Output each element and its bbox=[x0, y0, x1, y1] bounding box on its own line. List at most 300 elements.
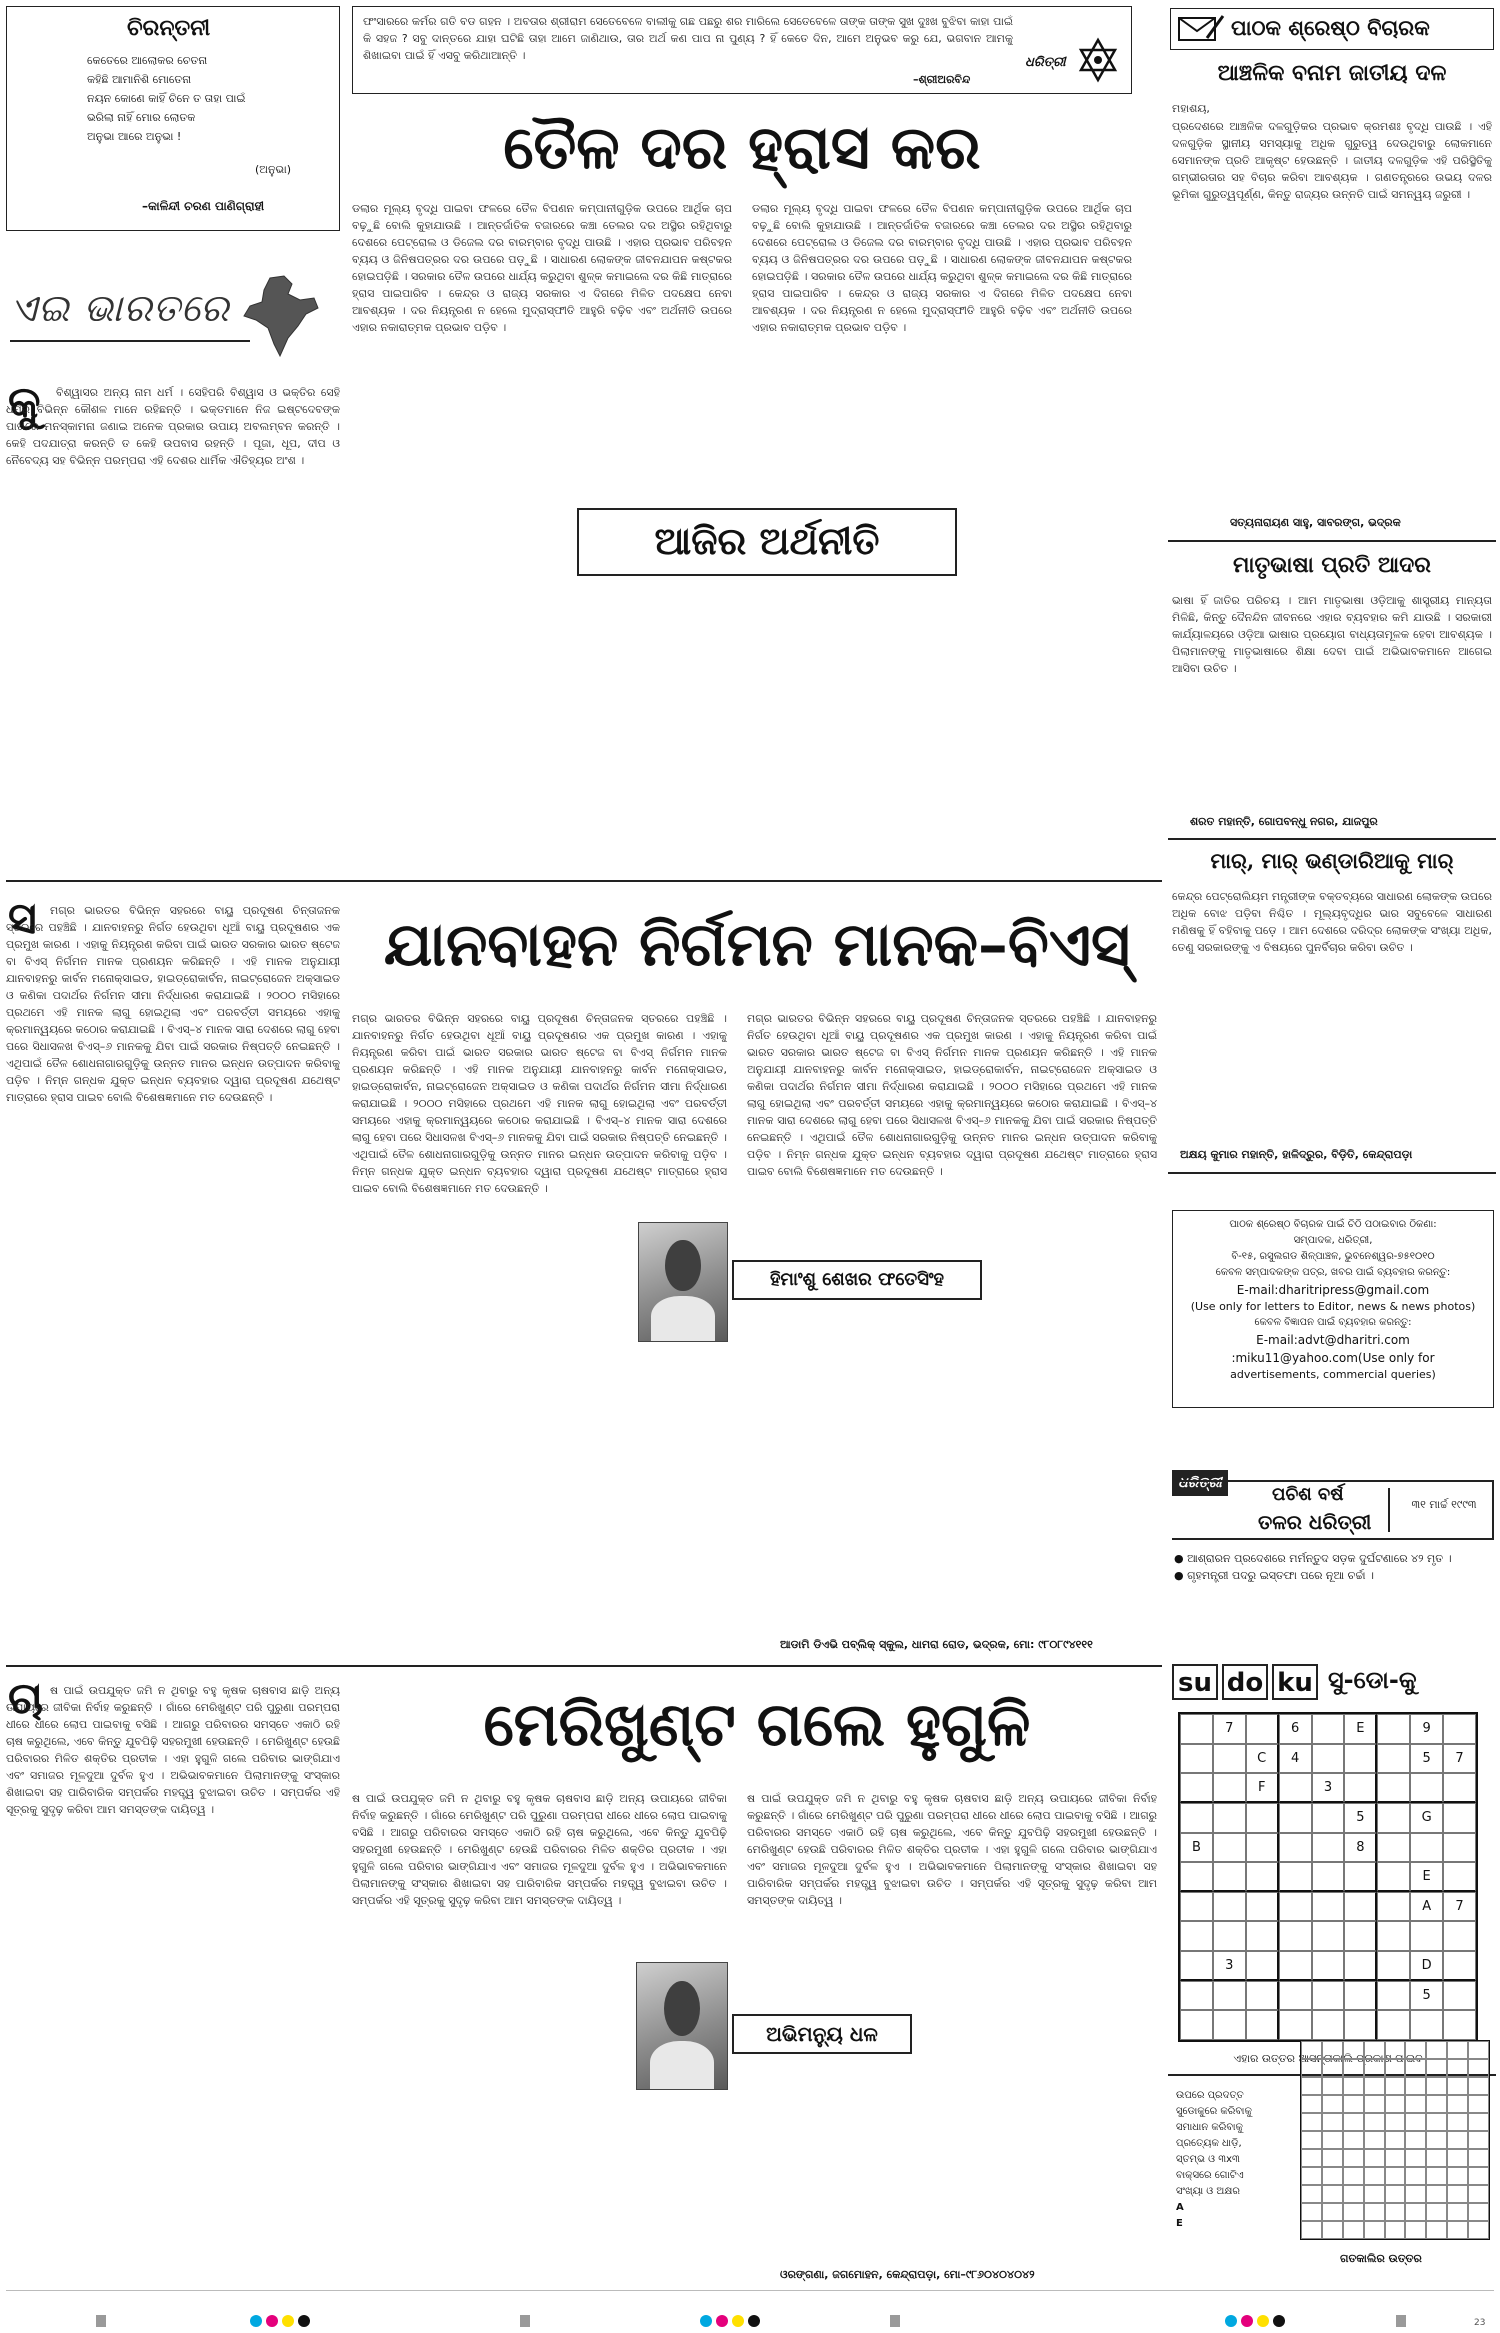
sudoku-answer-cell bbox=[1468, 2167, 1489, 2185]
print-mark-gray bbox=[96, 2315, 106, 2327]
color-registration-dot bbox=[282, 2315, 294, 2327]
sudoku-answer-cell bbox=[1385, 2221, 1406, 2239]
sudoku-answer-cell bbox=[1322, 2113, 1343, 2131]
sudoku-rule: ଉପରେ ପ୍ରଦତ୍ତ bbox=[1176, 2090, 1244, 2101]
quote-author: –ଶ୍ରୀଅରବିନ୍ଦ bbox=[913, 73, 971, 86]
sudoku-answer-cell bbox=[1343, 2041, 1364, 2059]
sudoku-answer-cell bbox=[1468, 2041, 1489, 2059]
sudoku-answer-cell bbox=[1385, 2149, 1406, 2167]
sudoku-cell[interactable] bbox=[1377, 1921, 1410, 1951]
letter3-body: କେନ୍ଦ୍ର ପେଟ୍ରୋଲିୟମ ମନ୍ତ୍ରୀଙ୍କ ବକ୍ତବ୍ୟରେ ସାଧାରଣ ଲୋକଙ୍କ ଉପରେ ଅଧିକ ବୋଝ ପଡ଼ିବା ନିଶ୍ଚିତ । ମୂଲ୍ୟବୃଦ୍ଧିର ଭାର ସବୁବେଳେ ସାଧାରଣ ମଣିଷକୁ ହିଁ ବହିବାକୁ ପଡ଼େ । ଆମ ଦେଶରେ ଦରିଦ୍ର ଲୋକଙ୍କ ସଂଖ୍ୟା ଅଧିକ, ତେଣୁ ସରକାରଙ୍କୁ ଏ ବିଷୟରେ ପୁନର୍ବିଚାର କରିବା ଉଚିତ । bbox=[1172, 890, 1492, 954]
sudoku-answer-cell bbox=[1364, 2113, 1385, 2131]
sudoku-answer-cell bbox=[1447, 2221, 1468, 2239]
sudoku-answer-cell bbox=[1468, 2185, 1489, 2203]
color-registration-dot bbox=[250, 2315, 262, 2327]
print-mark-gray bbox=[1396, 2315, 1406, 2327]
sudoku-cell[interactable]: 5 bbox=[1344, 1803, 1377, 1833]
sudoku-answer-cell bbox=[1385, 2167, 1406, 2185]
sudoku-cell[interactable] bbox=[1344, 1951, 1377, 1981]
divider bbox=[6, 2290, 1494, 2291]
print-mark-gray bbox=[520, 2315, 530, 2327]
sudoku-answer-cell bbox=[1322, 2203, 1343, 2221]
archive-item: ● ଆଶ୍ରାରନ ପ୍ରଦେଶରେ ମର୍ମନ୍ତୁଦ ସଡ଼କ ଦୁର୍ଘଟଣାରେ ୪୨ ମୃତ । bbox=[1174, 1552, 1452, 1565]
sudoku-answer-cell bbox=[1301, 2095, 1322, 2113]
letter1-greeting: ମହାଶୟ, bbox=[1172, 102, 1210, 115]
article2-col2: ଷ ପାଇଁ ଉପଯୁକ୍ତ ଜମି ନ ଥିବାରୁ ବହୁ କୃଷକ ଚାଷବାସ ଛାଡ଼ି ଅନ୍ୟ ଉପାୟରେ ଜୀବିକା ନିର୍ବାହ କରୁଛନ୍ତି । ଗାଁରେ ମେରିଖୁଣ୍ଟ ପରି ପୁରୁଣା ପରମ୍ପରା ଧୀରେ ଧୀରେ ଲୋପ ପାଇବାକୁ ବସିଛି । ଆଗରୁ ପରିବାରର ସମସ୍ତେ ଏକାଠି ରହି ଚାଷ କରୁଥିଲେ, ଏବେ କିନ୍ତୁ ଯୁବପିଢ଼ି ସହରମୁଖୀ ହେଉଛନ୍ତି । ମେରିଖୁଣ୍ଟ ହେଉଛି ପରିବାରର ମିଳିତ ଶକ୍ତିର ପ୍ରତୀକ । ଏହା ହୁଗୁଳି ଗଲେ ପରିବାର ଭାଙ୍ଗିଯାଏ ଏବଂ ସମାଜର ମୂଳଦୁଆ ଦୁର୍ବଳ ହୁଏ । ଅଭିଭାବକମାନେ ପିଲାମାନଙ୍କୁ ସଂସ୍କାର ଶିଖାଇବା ସହ ପାରିବାରିକ ସମ୍ପର୍କର ମହତ୍ତ୍ୱ ବୁଝାଇବା ଉଚିତ । ସମ୍ପର୍କର ଏହି ସୂତ୍ରକୁ ସୁଦୃଢ଼ କରିବା ଆମ ସମସ୍ତଙ୍କ ଦାୟିତ୍ୱ । bbox=[352, 1792, 727, 1907]
sudoku-answer-cell bbox=[1405, 2059, 1426, 2077]
sudoku-cell[interactable] bbox=[1312, 1951, 1345, 1981]
archive-box bbox=[1172, 1470, 1494, 1630]
divider bbox=[1168, 540, 1496, 542]
sudoku-cell[interactable]: 6 bbox=[1279, 1714, 1312, 1744]
sudoku-answer-cell bbox=[1364, 2167, 1385, 2185]
sudoku-answer-cell bbox=[1426, 2221, 1447, 2239]
sudoku-cell[interactable]: D bbox=[1410, 1951, 1443, 1981]
sudoku-cell[interactable] bbox=[1180, 1714, 1213, 1744]
sudoku-cell[interactable] bbox=[1344, 1744, 1377, 1774]
sudoku-cell[interactable] bbox=[1180, 1921, 1213, 1951]
color-registration-dot bbox=[1225, 2315, 1237, 2327]
divider bbox=[6, 1665, 1162, 1667]
article2-col1: ଷ ପାଇଁ ଉପଯୁକ୍ତ ଜମି ନ ଥିବାରୁ ବହୁ କୃଷକ ଚାଷବାସ ଛାଡ଼ି ଅନ୍ୟ ଉପାୟରେ ଜୀବିକା ନିର୍ବାହ କରୁଛନ୍ତି । ଗାଁରେ ମେରିଖୁଣ୍ଟ ପରି ପୁରୁଣା ପରମ୍ପରା ଧୀରେ ଧୀରେ ଲୋପ ପାଇବାକୁ ବସିଛି । ଆଗରୁ ପରିବାରର ସମସ୍ତେ ଏକାଠି ରହି ଚାଷ କରୁଥିଲେ, ଏବେ କିନ୍ତୁ ଯୁବପିଢ଼ି ସହରମୁଖୀ ହେଉଛନ୍ତି । ମେରିଖୁଣ୍ଟ ହେଉଛି ପରିବାରର ମିଳିତ ଶକ୍ତିର ପ୍ରତୀକ । ଏହା ହୁଗୁଳି ଗଲେ ପରିବାର ଭାଙ୍ଗିଯାଏ ଏବଂ ସମାଜର ମୂଳଦୁଆ ଦୁର୍ବଳ ହୁଏ । ଅଭିଭାବକମାନେ ପିଲାମାନଙ୍କୁ ସଂସ୍କାର ଶିଖାଇବା ସହ ପାରିବାରିକ ସମ୍ପର୍କର ମହତ୍ତ୍ୱ ବୁଝାଇବା ଉଚିତ । ସମ୍ପର୍କର ଏହି ସୂତ୍ରକୁ ସୁଦୃଢ଼ କରିବା ଆମ ସମସ୍ତଙ୍କ ଦାୟିତ୍ୱ । bbox=[6, 1684, 340, 1816]
color-registration-dot bbox=[266, 2315, 278, 2327]
sudoku-cell[interactable] bbox=[1180, 1744, 1213, 1774]
sudoku-answer-cell bbox=[1405, 2221, 1426, 2239]
sudoku-answer-cell bbox=[1364, 2095, 1385, 2113]
sudoku-answer-cell bbox=[1405, 2167, 1426, 2185]
sudoku-answer-cell bbox=[1364, 2041, 1385, 2059]
sudoku-answer-cell bbox=[1301, 2041, 1322, 2059]
sudoku-answer-cell bbox=[1426, 2059, 1447, 2077]
sudoku-answer-cell bbox=[1447, 2077, 1468, 2095]
archive-items bbox=[1174, 1550, 1492, 1584]
sudoku-cell[interactable] bbox=[1410, 2010, 1443, 2040]
sudoku-label-or: ସୁ-ଡୋ-କୁ bbox=[1328, 1666, 1417, 1694]
sudoku-answer-cell bbox=[1468, 2131, 1489, 2149]
sudoku-cell[interactable] bbox=[1344, 2010, 1377, 2040]
sudoku-answer-cell bbox=[1447, 2185, 1468, 2203]
sudoku-answer-cell bbox=[1301, 2185, 1322, 2203]
sudoku-cell[interactable] bbox=[1279, 1862, 1312, 1892]
sudoku-cell[interactable] bbox=[1180, 1981, 1213, 2011]
poem-line: ଅନୁଭା ଆରେ ଅନୁଭା ! bbox=[87, 130, 182, 143]
sudoku-grid[interactable] bbox=[1178, 1712, 1478, 2042]
sudoku-answer-cell bbox=[1447, 2113, 1468, 2131]
poem-note: (ଅନୁଭା) bbox=[255, 163, 292, 176]
sudoku-cell[interactable] bbox=[1344, 1773, 1377, 1803]
letter3-author: ଅକ୍ଷୟ କୁମାର ମହାନ୍ତି, ହାଳିଦ୍ରୁର, ବିଡ଼ିତି, କେନ୍ଦ୍ରାପଡ଼ା bbox=[1180, 1148, 1413, 1161]
sudoku-answer-cell bbox=[1405, 2131, 1426, 2149]
sudoku-answer-cell bbox=[1405, 2203, 1426, 2221]
sudoku-answer-cell bbox=[1385, 2095, 1406, 2113]
sudoku-answer-cell bbox=[1343, 2221, 1364, 2239]
sudoku-answer-cell bbox=[1301, 2221, 1322, 2239]
letter1-title: ଆଞ୍ଚଳିକ ବନାମ ଜାତୀୟ ଦଳ bbox=[1217, 60, 1447, 86]
sudoku-rule: ସ୍ତମ୍ଭ ଓ ୩x୩ bbox=[1176, 2154, 1240, 2165]
letter2-title: ମାତୃଭାଷା ପ୍ରତି ଆଦର bbox=[1233, 552, 1431, 578]
sudoku-answer-cell bbox=[1322, 2221, 1343, 2239]
article1-col2: ମଗ୍ର ଭାରତର ବିଭିନ୍ନ ସହରରେ ବାୟୁ ପ୍ରଦୂଷଣ ଚିନ୍ତାଜନକ ସ୍ତରରେ ପହଞ୍ଚିଛି । ଯାନବାହନରୁ ନିର୍ଗତ ହେଉଥିବା ଧୂଆଁ ବାୟୁ ପ୍ରଦୂଷଣର ଏକ ପ୍ରମୁଖ କାରଣ । ଏହାକୁ ନିୟନ୍ତ୍ରଣ କରିବା ପାଇଁ ଭାରତ ସରକାର ଭାରତ ଷ୍ଟେଜ ବା ବିଏସ୍ ନିର୍ଗମନ ମାନକ ପ୍ରଣୟନ କରିଛନ୍ତି । ଏହି ମାନକ ଅନୁଯାୟୀ ଯାନବାହନରୁ କାର୍ବନ ମନୋକ୍ସାଇଡ, ହାଇଡ୍ରୋକାର୍ବନ, ନାଇଟ୍ରୋଜେନ ଅକ୍ସାଇଡ ଓ କଣିକା ପଦାର୍ଥର ନିର୍ଗମନ ସୀମା ନିର୍ଦ୍ଧାରଣ କରାଯାଇଛି । ୨୦୦୦ ମସିହାରେ ପ୍ରଥମେ ଏହି ମାନକ ଲାଗୁ ହୋଇଥିଲା ଏବଂ ପରବର୍ତ୍ତୀ ସମୟରେ ଏହାକୁ କ୍ରମାନ୍ୱୟରେ କଠୋର କରାଯାଇଛି । ବିଏସ୍–୪ ମାନକ ସାରା ଦେଶରେ ଲାଗୁ ହେବା ପରେ ସିଧାସଳଖ ବିଏସ୍–୬ ମାନକକୁ ଯିବା ପାଇଁ ସରକାର ନିଷ୍ପତ୍ତି ନେଇଛନ୍ତି । ଏଥିପାଇଁ ତୈଳ ଶୋଧନାଗାରଗୁଡ଼ିକୁ ଉନ୍ନତ ମାନର ଇନ୍ଧନ ଉତ୍ପାଦନ କରିବାକୁ ପଡ଼ିବ । ନିମ୍ନ ଗନ୍ଧକ ଯୁକ୍ତ ଇନ୍ଧନ ବ୍ୟବହାର ଦ୍ୱାରା ପ୍ରଦୂଷଣ ଯଥେଷ୍ଟ ମାତ୍ରାରେ ହ୍ରାସ ପାଇବ ବୋଲି ବିଶେଷଜ୍ଞମାନେ ମତ ଦେଉଛନ୍ତି । bbox=[352, 1012, 727, 1195]
color-registration-dot bbox=[1273, 2315, 1285, 2327]
sudoku-answer-cell bbox=[1426, 2149, 1447, 2167]
sudoku-answer-cell bbox=[1301, 2059, 1322, 2077]
sudoku-answer-cell bbox=[1322, 2041, 1343, 2059]
sudoku-cell[interactable]: 3 bbox=[1312, 1773, 1345, 1803]
editor-email-link[interactable]: E-mail:dharitripress@gmail.com bbox=[1236, 1283, 1430, 1297]
sudoku-answer-cell bbox=[1405, 2113, 1426, 2131]
sudoku-cell[interactable] bbox=[1377, 1951, 1410, 1981]
sudoku-answer-cell bbox=[1343, 2131, 1364, 2149]
sudoku-answer-cell bbox=[1405, 2095, 1426, 2113]
masthead-section bbox=[6, 270, 340, 370]
article2-author-caption: ଅଭିମନ୍ୟୁ ଧଳ bbox=[766, 2022, 878, 2046]
sudoku-answer-cell bbox=[1468, 2149, 1489, 2167]
masthead-body: ବିଶ୍ୱାସର ଅନ୍ୟ ନାମ ଧର୍ମ । ସେହିପରି ବିଶ୍ୱାସ ଓ ଭକ୍ତିର ସେହି ଧର୍ମର ବିଭିନ୍ନ କୌଶଳ ମାନେ ରହିଛନ୍ତି । ଭକ୍ତମାନେ ନିଜ ଇଷ୍ଟଦେବଙ୍କ ପାଖରେ ମନସ୍କାମନା ଜଣାଇ ଅନେକ ପ୍ରକାର ଉପାୟ ଅବଲମ୍ବନ କରନ୍ତି । କେହି ପଦଯାତ୍ରା କରନ୍ତି ତ କେହି ଉପବାସ ରହନ୍ତି । ପୂଜା, ଧୂପ, ଦୀପ ଓ ନୈବେଦ୍ୟ ସହ ବିଭିନ୍ନ ପରମ୍ପରା ଏହି ଦେଶର ଧାର୍ମିକ ଐତିହ୍ୟର ଅଂଶ । bbox=[6, 386, 340, 467]
sudoku-cell[interactable] bbox=[1246, 1862, 1279, 1892]
sudoku-answer-cell bbox=[1447, 2167, 1468, 2185]
sudoku-answer-cell bbox=[1364, 2221, 1385, 2239]
article1-drop-cap: ସ bbox=[8, 893, 37, 944]
sudoku-answer-cell bbox=[1322, 2131, 1343, 2149]
sudoku-answer-cell bbox=[1301, 2167, 1322, 2185]
sudoku-cell[interactable] bbox=[1377, 1892, 1410, 1922]
sudoku-answer-cell bbox=[1385, 2041, 1406, 2059]
sudoku-cell[interactable] bbox=[1213, 1803, 1246, 1833]
envelope-pen-icon bbox=[1177, 14, 1225, 44]
archive-brand: ଧରିତ୍ରୀ bbox=[1172, 1470, 1228, 1496]
sudoku-cell[interactable] bbox=[1443, 1981, 1476, 2011]
sudoku-letter: A bbox=[1176, 2202, 1184, 2213]
sudoku-cell[interactable]: 4 bbox=[1279, 1744, 1312, 1774]
sudoku-rules bbox=[1176, 2088, 1274, 2232]
poem-box bbox=[6, 6, 340, 231]
sudoku-cell[interactable] bbox=[1312, 1892, 1345, 1922]
archive-date: ୩୧ ମାର୍ଚ୍ଚ ୧୯୯୩ bbox=[1411, 1498, 1477, 1511]
pull-quote-box bbox=[577, 508, 957, 576]
editorial-headline: ତୈଳ ଦର ହ୍ରାସ କର bbox=[503, 113, 981, 183]
poem-author: –କାଳିନ୍ଦୀ ଚରଣ ପାଣିଗ୍ରାହୀ bbox=[142, 199, 265, 213]
sudoku-cell[interactable] bbox=[1180, 2010, 1213, 2040]
india-map-icon bbox=[240, 274, 320, 360]
sudoku-answer-cell bbox=[1322, 2149, 1343, 2167]
masthead-drop-cap: କୁ bbox=[8, 377, 41, 428]
sudoku-cell[interactable]: F bbox=[1246, 1773, 1279, 1803]
sudoku-cell[interactable] bbox=[1312, 1862, 1345, 1892]
poem-line: କହିଛି ଆମାନିଶି ମୋତେନା bbox=[87, 73, 192, 86]
sudoku-answer-cell bbox=[1385, 2059, 1406, 2077]
sudoku-answer-cell bbox=[1385, 2203, 1406, 2221]
sudoku-answer-cell bbox=[1426, 2203, 1447, 2221]
sudoku-cell[interactable]: A bbox=[1410, 1892, 1443, 1922]
sudoku-answer-cell bbox=[1426, 2041, 1447, 2059]
sudoku-answer-note: ଏହାର ଉତ୍ତର ଆସନ୍ତାକାଲି ପ୍ରକାଶ ପାଇବ bbox=[1233, 2052, 1423, 2065]
sudoku-cell[interactable] bbox=[1377, 1862, 1410, 1892]
sudoku-answer-cell bbox=[1343, 2077, 1364, 2095]
article2-author-caption-box bbox=[732, 2014, 912, 2054]
color-registration-dot bbox=[716, 2315, 728, 2327]
sudoku-cell[interactable] bbox=[1246, 1892, 1279, 1922]
sudoku-cell[interactable] bbox=[1443, 1803, 1476, 1833]
sudoku-answer-cell bbox=[1364, 2203, 1385, 2221]
sudoku-cell[interactable] bbox=[1180, 1773, 1213, 1803]
sudoku-cell[interactable]: 5 bbox=[1410, 1981, 1443, 2011]
sudoku-cell[interactable] bbox=[1443, 1862, 1476, 1892]
poem-lines bbox=[87, 51, 327, 146]
sudoku-answer-cell bbox=[1322, 2077, 1343, 2095]
ads-email-note: advertisements, commercial queries) bbox=[1230, 1368, 1436, 1381]
article2-col3: ଷ ପାଇଁ ଉପଯୁକ୍ତ ଜମି ନ ଥିବାରୁ ବହୁ କୃଷକ ଚାଷବାସ ଛାଡ଼ି ଅନ୍ୟ ଉପାୟରେ ଜୀବିକା ନିର୍ବାହ କରୁଛନ୍ତି । ଗାଁରେ ମେରିଖୁଣ୍ଟ ପରି ପୁରୁଣା ପରମ୍ପରା ଧୀରେ ଧୀରେ ଲୋପ ପାଇବାକୁ ବସିଛି । ଆଗରୁ ପରିବାରର ସମସ୍ତେ ଏକାଠି ରହି ଚାଷ କରୁଥିଲେ, ଏବେ କିନ୍ତୁ ଯୁବପିଢ଼ି ସହରମୁଖୀ ହେଉଛନ୍ତି । ମେରିଖୁଣ୍ଟ ହେଉଛି ପରିବାରର ମିଳିତ ଶକ୍ତିର ପ୍ରତୀକ । ଏହା ହୁଗୁଳି ଗଲେ ପରିବାର ଭାଙ୍ଗିଯାଏ ଏବଂ ସମାଜର ମୂଳଦୁଆ ଦୁର୍ବଳ ହୁଏ । ଅଭିଭାବକମାନେ ପିଲାମାନଙ୍କୁ ସଂସ୍କାର ଶିଖାଇବା ସହ ପାରିବାରିକ ସମ୍ପର୍କର ମହତ୍ତ୍ୱ ବୁଝାଇବା ଉଚିତ । ସମ୍ପର୍କର ଏହି ସୂତ୍ରକୁ ସୁଦୃଢ଼ କରିବା ଆମ ସମସ୍ତଙ୍କ ଦାୟିତ୍ୱ । bbox=[747, 1792, 1157, 1907]
sudoku-answer-cell bbox=[1343, 2095, 1364, 2113]
sudoku-cell[interactable]: 7 bbox=[1443, 1892, 1476, 1922]
sudoku-answer-cell bbox=[1301, 2149, 1322, 2167]
sudoku-header bbox=[1172, 1660, 1494, 1706]
sudoku-answer-cell bbox=[1385, 2131, 1406, 2149]
sudoku-cell[interactable] bbox=[1213, 1833, 1246, 1863]
sudoku-answer-cell bbox=[1322, 2185, 1343, 2203]
editor-email-note: (Use only for letters to Editor, news & news photos) bbox=[1190, 1300, 1476, 1313]
sudoku-cell[interactable]: B bbox=[1180, 1833, 1213, 1863]
article1-author-caption-box bbox=[732, 1260, 982, 1300]
article1-col1: ମଗ୍ର ଭାରତର ବିଭିନ୍ନ ସହରରେ ବାୟୁ ପ୍ରଦୂଷଣ ଚିନ୍ତାଜନକ ସ୍ତରରେ ପହଞ୍ଚିଛି । ଯାନବାହନରୁ ନିର୍ଗତ ହେଉଥିବା ଧୂଆଁ ବାୟୁ ପ୍ରଦୂଷଣର ଏକ ପ୍ରମୁଖ କାରଣ । ଏହାକୁ ନିୟନ୍ତ୍ରଣ କରିବା ପାଇଁ ଭାରତ ସରକାର ଭାରତ ଷ୍ଟେଜ ବା ବିଏସ୍ ନିର୍ଗମନ ମାନକ ପ୍ରଣୟନ କରିଛନ୍ତି । ଏହି ମାନକ ଅନୁଯାୟୀ ଯାନବାହନରୁ କାର୍ବନ ମନୋକ୍ସାଇଡ, ହାଇଡ୍ରୋକାର୍ବନ, ନାଇଟ୍ରୋଜେନ ଅକ୍ସାଇଡ ଓ କଣିକା ପଦାର୍ଥର ନିର୍ଗମନ ସୀମା ନିର୍ଦ୍ଧାରଣ କରାଯାଇଛି । ୨୦୦୦ ମସିହାରେ ପ୍ରଥମେ ଏହି ମାନକ ଲାଗୁ ହୋଇଥିଲା ଏବଂ ପରବର୍ତ୍ତୀ ସମୟରେ ଏହାକୁ କ୍ରମାନ୍ୱୟରେ କଠୋର କରାଯାଇଛି । ବିଏସ୍–୪ ମାନକ ସାରା ଦେଶରେ ଲାଗୁ ହେବା ପରେ ସିଧାସଳଖ ବିଏସ୍–୬ ମାନକକୁ ଯିବା ପାଇଁ ସରକାର ନିଷ୍ପତ୍ତି ନେଇଛନ୍ତି । ଏଥିପାଇଁ ତୈଳ ଶୋଧନାଗାରଗୁଡ଼ିକୁ ଉନ୍ନତ ମାନର ଇନ୍ଧନ ଉତ୍ପାଦନ କରିବାକୁ ପଡ଼ିବ । ନିମ୍ନ ଗନ୍ଧକ ଯୁକ୍ତ ଇନ୍ଧନ ବ୍ୟବହାର ଦ୍ୱାରା ପ୍ରଦୂଷଣ ଯଥେଷ୍ଟ ମାତ୍ରାରେ ହ୍ରାସ ପାଇବ ବୋଲି ବିଶେଷଜ୍ଞମାନେ ମତ ଦେଉଛନ୍ତି । bbox=[6, 904, 340, 1104]
sudoku-cell[interactable] bbox=[1377, 2010, 1410, 2040]
sudoku-cell[interactable] bbox=[1443, 1951, 1476, 1981]
sudoku-cell[interactable] bbox=[1312, 1981, 1345, 2011]
sudoku-cell[interactable] bbox=[1312, 1744, 1345, 1774]
sudoku-cell[interactable] bbox=[1443, 1773, 1476, 1803]
sudoku-cell[interactable] bbox=[1246, 1714, 1279, 1744]
sudoku-answer-cell bbox=[1468, 2113, 1489, 2131]
quote-box bbox=[352, 6, 1132, 94]
sudoku-cell[interactable] bbox=[1344, 1981, 1377, 2011]
editorial-body-col1: ଡଲାର ମୂଲ୍ୟ ବୃଦ୍ଧି ପାଇବା ଫଳରେ ତୈଳ ବିପଣନ କମ୍ପାନୀଗୁଡ଼ିକ ଉପରେ ଆର୍ଥିକ ଚାପ ବଢ଼ୁଛି ବୋଲି କୁହାଯାଉଛି । ଆନ୍ତର୍ଜାତିକ ବଜାରରେ କଞ୍ଚା ତେଲର ଦର ଅସ୍ଥିର ରହିଥିବାରୁ ଦେଶରେ ପେଟ୍ରୋଲ ଓ ଡିଜେଲ ଦର ବାରମ୍ବାର ବୃଦ୍ଧି ପାଉଛି । ଏହାର ପ୍ରଭାବ ପରିବହନ ବ୍ୟୟ ଓ ଜିନିଷପତ୍ରର ଦର ଉପରେ ପଡ଼ୁଛି । ସାଧାରଣ ଲୋକଙ୍କ ଜୀବନଯାପନ କଷ୍ଟକର ହୋଇପଡ଼ିଛି । ସରକାର ତୈଳ ଉପରେ ଧାର୍ଯ୍ୟ କରୁଥିବା ଶୁଳ୍କ କମାଇଲେ ଦର କିଛି ମାତ୍ରାରେ ହ୍ରାସ ପାଇପାରିବ । କେନ୍ଦ୍ର ଓ ରାଜ୍ୟ ସରକାର ଏ ଦିଗରେ ମିଳିତ ପଦକ୍ଷେପ ନେବା ଆବଶ୍ୟକ । ଦର ନିୟନ୍ତ୍ରଣ ନ ହେଲେ ମୁଦ୍ରାସ୍ଫୀତି ଆହୁରି ବଢ଼ିବ ଏବଂ ଅର୍ଥନୀତି ଉପରେ ଏହାର ନକାରାତ୍ମକ ପ୍ରଭାବ ପଡ଼ିବ । bbox=[352, 202, 732, 334]
sudoku-letter: E bbox=[1176, 2218, 1183, 2229]
contact-line: ସମ୍ପାଦକ, ଧରିତ୍ରୀ, bbox=[1293, 1235, 1373, 1246]
sudoku-cell[interactable] bbox=[1443, 2010, 1476, 2040]
sudoku-cell[interactable] bbox=[1213, 2010, 1246, 2040]
letter1-author: ସତ୍ୟନାରାୟଣ ସାହୁ, ସାବରଙ୍ଗ, ଭଦ୍ରକ bbox=[1230, 516, 1401, 529]
article1-author-photo bbox=[638, 1222, 728, 1342]
letter1-body: ପ୍ରଦେଶରେ ଆଞ୍ଚଳିକ ଦଳଗୁଡ଼ିକର ପ୍ରଭାବ କ୍ରମଶଃ ବୃଦ୍ଧି ପାଉଛି । ଏହି ଦଳଗୁଡ଼ିକ ସ୍ଥାନୀୟ ସମସ୍ୟାକୁ ଅଧିକ ଗୁରୁତ୍ୱ ଦେଉଥିବାରୁ ଲୋକମାନେ ସେମାନଙ୍କ ପ୍ରତି ଆକୃଷ୍ଟ ହେଉଛନ୍ତି । ଜାତୀୟ ଦଳଗୁଡ଼ିକ ଏହି ପରିସ୍ଥିତିକୁ ଗମ୍ଭୀରତାର ସହ ବିଚାର କରିବା ଆବଶ୍ୟକ । ଗଣତନ୍ତ୍ରରେ ଉଭୟ ଦଳର ଭୂମିକା ଗୁରୁତ୍ୱପୂର୍ଣ୍ଣ, କିନ୍ତୁ ରାଜ୍ୟର ଉନ୍ନତି ପାଇଁ ସମନ୍ୱୟ ଜରୁରୀ । bbox=[1172, 120, 1492, 201]
ads-label: କେବଳ ବିଜ୍ଞାପନ ପାଇଁ ବ୍ୟବହାର କରନ୍ତୁ: bbox=[1254, 1317, 1412, 1328]
poem-title: ଚିରନ୍ତନୀ bbox=[127, 15, 211, 41]
sudoku-cell[interactable] bbox=[1246, 1981, 1279, 2011]
sudoku-answer-cell bbox=[1301, 2131, 1322, 2149]
sudoku-cell[interactable] bbox=[1377, 1981, 1410, 2011]
sudoku-cell[interactable] bbox=[1344, 1892, 1377, 1922]
poem-line: ନୟନ କୋଣେ କାହିଁ ଚିନେ ତ ତାହା ପାଇଁ bbox=[87, 92, 246, 105]
sudoku-answer-cell bbox=[1447, 2149, 1468, 2167]
sudoku-rule: ସୁଡୋକୁରେ କରିବାକୁ bbox=[1176, 2106, 1252, 2117]
sudoku-cell[interactable] bbox=[1312, 2010, 1345, 2040]
sudoku-previous-answer-grid bbox=[1300, 2040, 1490, 2240]
sudoku-answer-cell bbox=[1405, 2041, 1426, 2059]
sudoku-cell[interactable]: 7 bbox=[1443, 1744, 1476, 1774]
color-registration-dot bbox=[298, 2315, 310, 2327]
sudoku-answer-cell bbox=[1364, 2149, 1385, 2167]
sudoku-cell[interactable] bbox=[1410, 1833, 1443, 1863]
sudoku-answer-cell bbox=[1447, 2203, 1468, 2221]
sudoku-answer-cell bbox=[1343, 2167, 1364, 2185]
sudoku-cell[interactable] bbox=[1312, 1921, 1345, 1951]
contact-line: କେବଳ ସମ୍ପାଦକଙ୍କ ପତ୍ର, ଖବର ପାଇଁ ବ୍ୟବହାର କରନ୍ତୁ: bbox=[1215, 1267, 1451, 1278]
poem-line: ଭରିଲା ନାହିଁ ମୋର ଲୋତକ bbox=[87, 111, 196, 124]
star-emblem-icon bbox=[1075, 37, 1121, 83]
sudoku-answer-cell bbox=[1426, 2095, 1447, 2113]
sudoku-cell[interactable] bbox=[1377, 1744, 1410, 1774]
sudoku-answer-cell bbox=[1322, 2167, 1343, 2185]
sudoku-cell[interactable]: E bbox=[1344, 1714, 1377, 1744]
sudoku-cell[interactable] bbox=[1279, 1951, 1312, 1981]
sudoku-answer-cell bbox=[1343, 2149, 1364, 2167]
poem-line: କେତେରେ ଆଲୋକର ଚେତନା bbox=[87, 54, 208, 67]
color-registration-dot bbox=[732, 2315, 744, 2327]
sudoku-answer-cell bbox=[1364, 2059, 1385, 2077]
opinion-header bbox=[1170, 8, 1494, 50]
letter2-body: ଭାଷା ହିଁ ଜାତିର ପରିଚୟ । ଆମ ମାତୃଭାଷା ଓଡ଼ିଆକୁ ଶାସ୍ତ୍ରୀୟ ମାନ୍ୟତା ମିଳିଛି, କିନ୍ତୁ ଦୈନନ୍ଦିନ ଜୀବନରେ ଏହାର ବ୍ୟବହାର କମି ଯାଉଛି । ସରକାରୀ କାର୍ଯ୍ୟାଳୟରେ ଓଡ଼ିଆ ଭାଷାର ପ୍ରୟୋଗ ବାଧ୍ୟତାମୂଳକ ହେବା ଆବଶ୍ୟକ । ପିଲାମାନଙ୍କୁ ମାତୃଭାଷାରେ ଶିକ୍ଷା ଦେବା ପାଇଁ ଅଭିଭାବକମାନେ ଆଗେଇ ଆସିବା ଉଚିତ । bbox=[1172, 594, 1492, 675]
sudoku-answer-cell bbox=[1364, 2077, 1385, 2095]
sudoku-answer-cell bbox=[1343, 2113, 1364, 2131]
divider bbox=[6, 880, 1162, 882]
opinion-header-title: ପାଠକ ଶ୍ରେଷ୍ଠ ବିଚାରକ bbox=[1231, 15, 1430, 40]
quote-text: ଫଂସାରରେ କର୍ମର ଗତି ବଡ ଗହନ । ଅବତାର ଶ୍ରୀରାମ ସେତେବେଳେ ବାଲୀକୁ ଗଛ ପଛରୁ ଶର ମାରିଲେ ସେତେବେଳେ ତାଙ୍କ ତାଙ୍କ ସୁଖ ଦୁଃଖ ବୁଝିବା କାହା ପାଇଁ କି ସହଜ ? ସବୁ ଦାନ୍ତରେ ଯାହା ଘଟିଛି ତାହା ଆମେ ଜାଣିଥାଉ, ତାର ଅର୍ଥ କଣ ପାପ ନା ପୁଣ୍ୟ ? ହିଁ କେତେ ଦିନ, ଆମେ ଅନୁଭବ କରୁ ଯେ, ଭଗବାନ ଆମକୁ ଶିଖାଇବା ପାଇଁ ହିଁ ଏସବୁ କରିଥାଆନ୍ତି । bbox=[363, 15, 1013, 62]
sudoku-label-su: su bbox=[1172, 1664, 1218, 1700]
sudoku-cell[interactable]: C bbox=[1246, 1744, 1279, 1774]
sudoku-label-ku: ku bbox=[1272, 1664, 1318, 1700]
sudoku-cell[interactable] bbox=[1213, 1981, 1246, 2011]
sudoku-cell[interactable] bbox=[1443, 1833, 1476, 1863]
sudoku-prev-caption: ଗତକାଲିର ଉତ୍ତର bbox=[1340, 2252, 1422, 2265]
sudoku-cell[interactable] bbox=[1344, 1862, 1377, 1892]
color-registration-dot bbox=[1241, 2315, 1253, 2327]
archive-title-2: ତଳର ଧରିତ୍ରୀ bbox=[1258, 1510, 1372, 1534]
sudoku-cell[interactable] bbox=[1180, 1951, 1213, 1981]
sudoku-answer-cell bbox=[1447, 2059, 1468, 2077]
sudoku-cell[interactable] bbox=[1312, 1833, 1345, 1863]
sudoku-cell[interactable]: 5 bbox=[1410, 1744, 1443, 1774]
sudoku-cell[interactable] bbox=[1279, 2010, 1312, 2040]
sudoku-cell[interactable] bbox=[1246, 1921, 1279, 1951]
sudoku-cell[interactable] bbox=[1213, 1862, 1246, 1892]
sudoku-answer-cell bbox=[1426, 2131, 1447, 2149]
contact-line: ବି-୧୫, ରସୁଲଗଡ ଶିଳ୍ପାଞ୍ଚଳ, ଭୁବନେଶ୍ୱର-୭୫୧୦୧୦ bbox=[1231, 1251, 1435, 1262]
sudoku-cell[interactable] bbox=[1246, 1951, 1279, 1981]
sudoku-cell[interactable] bbox=[1213, 1773, 1246, 1803]
divider bbox=[1168, 1172, 1496, 1174]
quote-brand: ଧରିତ୍ରୀ bbox=[1025, 55, 1066, 70]
sudoku-cell[interactable]: 8 bbox=[1344, 1833, 1377, 1863]
sudoku-cell[interactable] bbox=[1344, 1921, 1377, 1951]
sudoku-answer-cell bbox=[1343, 2185, 1364, 2203]
color-registration-dot bbox=[748, 2315, 760, 2327]
sudoku-cell[interactable] bbox=[1180, 1862, 1213, 1892]
sudoku-cell[interactable] bbox=[1246, 1833, 1279, 1863]
sudoku-cell[interactable] bbox=[1180, 1892, 1213, 1922]
sudoku-cell[interactable] bbox=[1246, 1803, 1279, 1833]
ads-email-link[interactable]: E-mail:advt@dharitri.com bbox=[1256, 1333, 1410, 1347]
sudoku-rule: ସଂଖ୍ୟା ଓ ଅକ୍ଷର bbox=[1176, 2186, 1240, 2197]
article2-author-photo bbox=[636, 1962, 728, 2090]
sudoku-rule: ପ୍ରତ୍ୟେକ ଧାଡ଼ି, bbox=[1176, 2138, 1242, 2149]
sudoku-cell[interactable] bbox=[1377, 1803, 1410, 1833]
sudoku-answer-cell bbox=[1405, 2149, 1426, 2167]
sudoku-cell[interactable] bbox=[1410, 1773, 1443, 1803]
editorial-body-col2: ଡଲାର ମୂଲ୍ୟ ବୃଦ୍ଧି ପାଇବା ଫଳରେ ତୈଳ ବିପଣନ କମ୍ପାନୀଗୁଡ଼ିକ ଉପରେ ଆର୍ଥିକ ଚାପ ବଢ଼ୁଛି ବୋଲି କୁହାଯାଉଛି । ଆନ୍ତର୍ଜାତିକ ବଜାରରେ କଞ୍ଚା ତେଲର ଦର ଅସ୍ଥିର ରହିଥିବାରୁ ଦେଶରେ ପେଟ୍ରୋଲ ଓ ଡିଜେଲ ଦର ବାରମ୍ବାର ବୃଦ୍ଧି ପାଉଛି । ଏହାର ପ୍ରଭାବ ପରିବହନ ବ୍ୟୟ ଓ ଜିନିଷପତ୍ରର ଦର ଉପରେ ପଡ଼ୁଛି । ସାଧାରଣ ଲୋକଙ୍କ ଜୀବନଯାପନ କଷ୍ଟକର ହୋଇପଡ଼ିଛି । ସରକାର ତୈଳ ଉପରେ ଧାର୍ଯ୍ୟ କରୁଥିବା ଶୁଳ୍କ କମାଇଲେ ଦର କିଛି ମାତ୍ରାରେ ହ୍ରାସ ପାଇପାରିବ । କେନ୍ଦ୍ର ଓ ରାଜ୍ୟ ସରକାର ଏ ଦିଗରେ ମିଳିତ ପଦକ୍ଷେପ ନେବା ଆବଶ୍ୟକ । ଦର ନିୟନ୍ତ୍ରଣ ନ ହେଲେ ମୁଦ୍ରାସ୍ଫୀତି ଆହୁରି ବଢ଼ିବ ଏବଂ ଅର୍ଥନୀତି ଉପରେ ଏହାର ନକାରାତ୍ମକ ପ୍ରଭାବ ପଡ଼ିବ । bbox=[752, 202, 1132, 334]
letter2-author: ଶରତ ମହାନ୍ତି, ଗୋପବନ୍ଧୁ ନଗର, ଯାଜପୁର bbox=[1190, 815, 1378, 828]
article1-author-caption: ହିମାଂଶୁ ଶେଖର ଫତେସିଂହ bbox=[769, 1269, 945, 1290]
sudoku-answer-cell bbox=[1426, 2113, 1447, 2131]
sudoku-answer-cell bbox=[1322, 2095, 1343, 2113]
sudoku-answer-cell bbox=[1301, 2077, 1322, 2095]
pull-quote-text: ଆଜିର ଅର୍ଥନୀତି bbox=[654, 518, 880, 563]
masthead-title: ଏଇ ଭାରତରେ bbox=[10, 286, 230, 330]
sudoku-answer-cell bbox=[1405, 2077, 1426, 2095]
sudoku-answer-cell bbox=[1364, 2185, 1385, 2203]
color-registration-dot bbox=[700, 2315, 712, 2327]
sudoku-cell[interactable]: 9 bbox=[1410, 1714, 1443, 1744]
sudoku-cell[interactable] bbox=[1377, 1773, 1410, 1803]
sudoku-cell[interactable] bbox=[1279, 1981, 1312, 2011]
sudoku-cell[interactable] bbox=[1377, 1714, 1410, 1744]
sudoku-answer-cell bbox=[1385, 2077, 1406, 2095]
sudoku-cell[interactable] bbox=[1213, 1744, 1246, 1774]
sudoku-cell[interactable]: 7 bbox=[1213, 1714, 1246, 1744]
sudoku-answer-cell bbox=[1447, 2131, 1468, 2149]
sudoku-cell[interactable] bbox=[1213, 1892, 1246, 1922]
sudoku-answer-cell bbox=[1322, 2059, 1343, 2077]
sudoku-rule: ସମାଧାନ କରିବାକୁ bbox=[1176, 2122, 1243, 2133]
sudoku-answer-cell bbox=[1447, 2041, 1468, 2059]
sudoku-cell[interactable] bbox=[1410, 1921, 1443, 1951]
sudoku-cell[interactable] bbox=[1246, 2010, 1279, 2040]
divider bbox=[10, 340, 250, 342]
sudoku-cell[interactable] bbox=[1279, 1803, 1312, 1833]
sudoku-answer-cell bbox=[1426, 2167, 1447, 2185]
sudoku-cell[interactable] bbox=[1312, 1714, 1345, 1744]
sudoku-cell[interactable] bbox=[1180, 1803, 1213, 1833]
sudoku-cell[interactable] bbox=[1443, 1921, 1476, 1951]
sudoku-answer-cell bbox=[1468, 2203, 1489, 2221]
sudoku-answer-cell bbox=[1405, 2185, 1426, 2203]
page-number: 23 bbox=[1474, 2318, 1486, 2328]
sudoku-answer-cell bbox=[1426, 2185, 1447, 2203]
contact-line: ପାଠକ ଶ୍ରେଷ୍ଠ ବିଚାରକ ପାଇଁ ଚିଠି ପଠାଇବାର ଠିକଣା: bbox=[1229, 1219, 1437, 1230]
divider bbox=[1168, 838, 1496, 840]
sudoku-rule: ବାକ୍ସରେ ଗୋଟିଏ bbox=[1176, 2170, 1244, 2181]
sudoku-answer-cell bbox=[1468, 2095, 1489, 2113]
sudoku-cell[interactable] bbox=[1279, 1892, 1312, 1922]
sudoku-cell[interactable] bbox=[1279, 1833, 1312, 1863]
article2-drop-cap: ଚା bbox=[8, 1673, 44, 1724]
ads-email2-link[interactable]: :miku11@yahoo.com(Use only for bbox=[1231, 1351, 1435, 1365]
article2-headline: ମେରିଖୁଣ୍ଟ ଗଲେ ହୁଗୁଳି bbox=[483, 1690, 1031, 1760]
sudoku-cell[interactable]: 3 bbox=[1213, 1951, 1246, 1981]
article2-author-address: ଓରଙ୍ଗଣା, ଜଗମୋହନ, କେନ୍ଦ୍ରାପଡ଼ା, ମୋ–୯୮୬୦୪୦୪୦୪୨ bbox=[780, 2268, 1035, 2281]
sudoku-cell[interactable] bbox=[1279, 1773, 1312, 1803]
letter3-title: ମାର୍, ମାର୍ ଭଣ୍ଡାରିଆକୁ ମାର୍ bbox=[1210, 848, 1454, 873]
sudoku-answer-cell bbox=[1301, 2203, 1322, 2221]
sudoku-cell[interactable] bbox=[1279, 1921, 1312, 1951]
color-registration-dot bbox=[1257, 2315, 1269, 2327]
sudoku-cell[interactable] bbox=[1377, 1833, 1410, 1863]
sudoku-answer-cell bbox=[1343, 2203, 1364, 2221]
sudoku-cell[interactable]: E bbox=[1410, 1862, 1443, 1892]
sudoku-answer-cell bbox=[1468, 2059, 1489, 2077]
sudoku-cell[interactable] bbox=[1312, 1803, 1345, 1833]
sudoku-cell[interactable] bbox=[1213, 1921, 1246, 1951]
contact-box bbox=[1172, 1210, 1494, 1408]
sudoku-cell[interactable]: G bbox=[1410, 1803, 1443, 1833]
sudoku-cell[interactable] bbox=[1443, 1714, 1476, 1744]
